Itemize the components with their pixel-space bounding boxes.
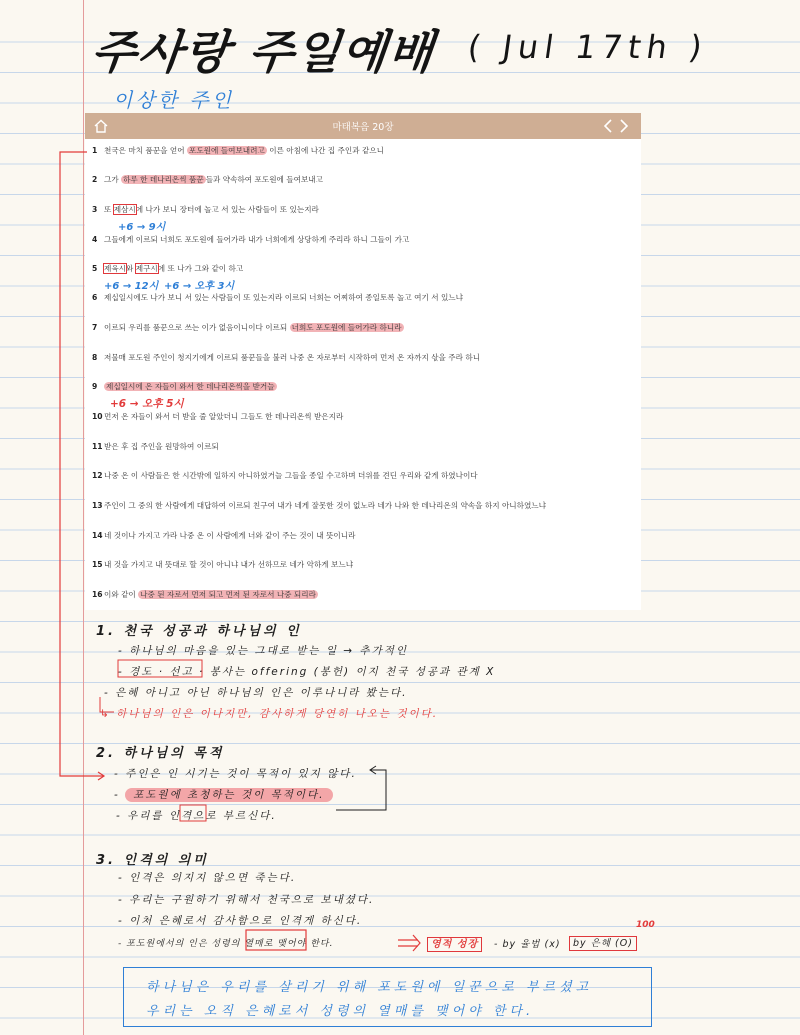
section-3-line-1: - 인격은 의지지 않으면 죽는다. (118, 872, 297, 884)
date-label: ( Jul 17th ) (465, 28, 711, 66)
verse-3: 3 또 제삼시에 나가 보니 장터에 놀고 서 있는 사람들이 또 있는지라 (92, 205, 319, 214)
verse-15: 15내 것을 가지고 내 뜻대로 할 것이 아니냐 내가 선하므로 네가 악하게 보느냐 (92, 560, 354, 569)
conclusion-line-2: 우리는 오직 은혜로서 성령의 열매를 맺어야 한다. (146, 1004, 535, 1019)
page-title: 주사랑 주일예배 (88, 25, 438, 79)
connector-arrow-v1 (60, 152, 104, 776)
section-1-line-1: - 하나님의 마음을 있는 그대로 받는 일 → 추가적인 (118, 645, 409, 657)
hundred-mark: 100 (636, 920, 655, 930)
section-3-line-2: - 우리는 구원하기 위해서 천국으로 보내셨다. (118, 894, 375, 906)
verse-6: 6 제십일시에도 나가 보니 서 있는 사람들이 또 있는지라 이르되 너희는 어찌하여 종일토록 놀고 여기 서 있느냐 (92, 293, 463, 302)
verse-5: 5 제육시와 제구시에 또 나가 그와 같이 하고 (92, 264, 244, 273)
annotation-v5a: +6 → 12시 (104, 281, 159, 292)
verse-16: 16이와 같이 나중 된 자로서 먼저 되고 먼저 된 자로서 나중 되리라 (92, 590, 316, 599)
verse-8: 8 저물매 포도원 주인이 청지기에게 이르되 품꾼들을 불러 나중 온 자로부터 시작하여 먼저 온 자까지 삯을 주라 하니 (92, 353, 481, 362)
section-3-line-4: - 포도원에서의 인은 성령의 열매로 맺어야 한다. (118, 939, 334, 949)
section-3-heading: 3. 인격의 의미 (96, 853, 209, 868)
red-arrow-section-1 (100, 697, 114, 712)
spiritual-growth-label: 영적 성장 (428, 935, 481, 950)
section-1-line-2: - 경도 · 선고 · 봉사는 offering (봉헌) 이지 천국 성공과 관계 X (118, 666, 496, 678)
section-2-line-3: - 우리를 인격으로 부르신다. (116, 810, 277, 822)
sermon-subtitle: 이상한 주인 (113, 88, 234, 112)
verse-4: 4 그들에게 이르되 너희도 포도원에 들어가라 내가 너희에게 상당하게 주리라 하니 그들이 가고 (92, 235, 410, 244)
section-1-line-3: - 은혜 아니고 아닌 하나님의 인은 이루나니라 봤는다. (104, 687, 408, 699)
verse-13: 13주인이 그 중의 한 사람에게 대답하여 이르되 친구여 내가 네게 잘못한 것이 없노라 네가 나와 한 데나리온의 약속을 하지 아니하였느냐 (92, 501, 546, 510)
section-1-line-4: ↳ 하나님의 인은 이나지만, 감사하게 당연히 나오는 것이다. (100, 708, 439, 720)
red-box-virtue (246, 930, 306, 950)
verse-10: 10먼저 온 자들이 와서 더 받을 줄 알았더니 그들도 한 데나리온씩 받은지라 (92, 412, 344, 421)
section-2-line-2: - 포도원에 초청하는 것이 목적이다. (114, 787, 333, 802)
red-box-offering (118, 660, 202, 677)
verse-1: 1 천국은 마치 품꾼을 얻어 포도원에 들여보내려고 이른 아침에 나간 집 주인과 같으니 (92, 146, 384, 155)
annotation-v9: +6 → 오후 5시 (110, 398, 184, 410)
double-arrow (398, 935, 420, 951)
by-grace-label: by 은혜 (O) (570, 935, 636, 949)
annotation-v3: +6 → 9시 (118, 222, 166, 233)
by-law-label: - by 율법 (x) (494, 939, 561, 950)
section-2-heading: 2. 하나님의 목적 (96, 746, 225, 761)
section-1-heading: 1. 천국 성공과 하나님의 인 (96, 624, 302, 639)
red-box-personality (180, 805, 206, 821)
verse-14: 14네 것이나 가지고 가라 나중 온 이 사람에게 너와 같이 주는 것이 내 뜻이니라 (92, 531, 356, 540)
conclusion-line-1: 하나님은 우리를 살리기 위해 포도원에 일꾼으로 부르셨고 (146, 980, 593, 995)
verse-11: 11받은 후 집 주인을 원망하여 이르되 (92, 442, 219, 451)
chapter-title: 마태복음 20장 (332, 122, 394, 133)
verse-9: 9 제십일시에 온 자들이 와서 한 데나리온씩을 받거늘 (92, 382, 275, 391)
annotation-v5b: +6 → 오후 3시 (164, 281, 235, 292)
bracket-arrow (336, 770, 386, 810)
verse-12: 12나중 온 이 사람들은 한 시간밖에 일하지 아니하였거늘 그들을 종일 수고하며 더위를 견딘 우리와 같게 하였나이다 (92, 471, 478, 480)
verse-7: 7 이르되 우리를 품꾼으로 쓰는 이가 없음이니이다 이르되 너희도 포도원에 들어가라 하니라 (92, 323, 402, 332)
verse-2: 2 그가 하루 한 데나리온씩 품꾼 들과 약속하여 포도원에 들여보내고 (92, 175, 323, 184)
section-2-line-1: - 주인은 인 시기는 것이 목적이 있지 않다. (114, 768, 357, 780)
section-3-line-3: - 이처 은혜로서 감사함으로 인격게 하신다. (118, 915, 363, 927)
